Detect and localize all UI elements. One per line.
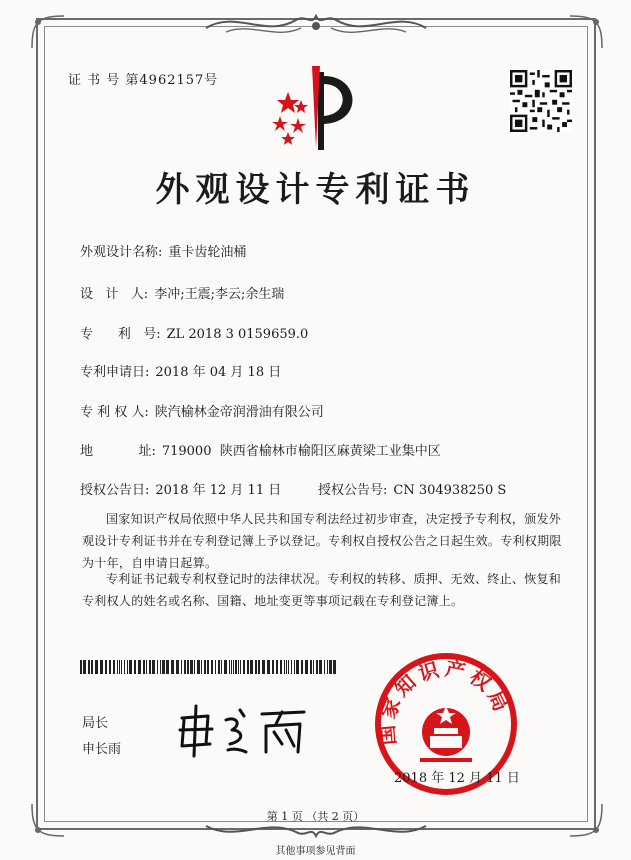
design-name-field (80, 241, 246, 260)
grant-date-field (80, 479, 281, 498)
patent-office-logo-icon (268, 62, 368, 154)
top-ornament-icon (196, 8, 436, 42)
grant-number-field (318, 479, 506, 498)
barcode-icon (80, 660, 340, 674)
corner-ornament-icon (28, 12, 68, 52)
certificate-title: 外观设计专利证书 (155, 170, 476, 210)
qr-code-icon (510, 70, 572, 132)
field-label: 授权公告日: (80, 483, 150, 498)
page-number: 第 1 页 （共 2 页） (266, 810, 365, 823)
field-label: 专利申请日: (80, 365, 150, 380)
field-label: 专 利 权 人: (80, 405, 149, 420)
field-label: 授权公告号: (318, 483, 388, 498)
patentee-value: 陕汽榆林金帝润滑油有限公司 (154, 405, 324, 420)
address-field (80, 440, 441, 459)
filing-date-field (80, 361, 281, 380)
designer-value: 李冲;王震;李云;余生瑞 (154, 287, 285, 302)
field-label: 专 利 号: (80, 327, 161, 342)
field-label: 外观设计名称: (80, 245, 163, 260)
director-name: 申长雨 (82, 742, 122, 757)
handwritten-signature (170, 700, 320, 760)
svg-text:国家知识产权局: 国家知识产权局 (374, 656, 516, 747)
designer-field (80, 283, 284, 302)
seal-date: 2018 年 12 月 11 日 (394, 771, 520, 786)
field-label: 地 址: (80, 444, 156, 459)
filing-date-value: 2018 年 04 月 18 日 (155, 365, 282, 380)
back-note: 其他事项参见背面 (275, 846, 356, 857)
certificate-paragraph: 国家知识产权局依照中华人民共和国专利法经过初步审查，决定授予专利权，颁发外观设计专利证书并在专利登记簿上予以登记。专利权自授权公告之日起生效。专利权期限为十年，自申请日起算。 (82, 512, 562, 570)
grant-date-value: 2018 年 12 月 11 日 (155, 483, 282, 498)
patent-number-field (80, 323, 308, 342)
patent-number-value: ZL 2018 3 0159659.0 (166, 327, 309, 342)
director-title: 局长 (82, 716, 109, 731)
grant-number-value: CN 304938250 S (393, 483, 507, 498)
address-value: 719000 陕西省榆林市榆阳区麻黄梁工业集中区 (161, 444, 441, 459)
certificate-paragraph: 专利证书记载专利权登记时的法律状况。专利权的转移、质押、无效、终止、恢复和专利权人的姓名或名称、国籍、地址变更等事项记载在专利登记簿上。 (82, 572, 562, 608)
certificate-number: 证 书 号 第4962157号 (68, 73, 219, 88)
corner-ornament-icon (566, 12, 606, 52)
field-label: 设 计 人: (80, 287, 149, 302)
patentee-field (80, 401, 324, 420)
design-name-value: 重卡齿轮油桶 (168, 245, 247, 260)
